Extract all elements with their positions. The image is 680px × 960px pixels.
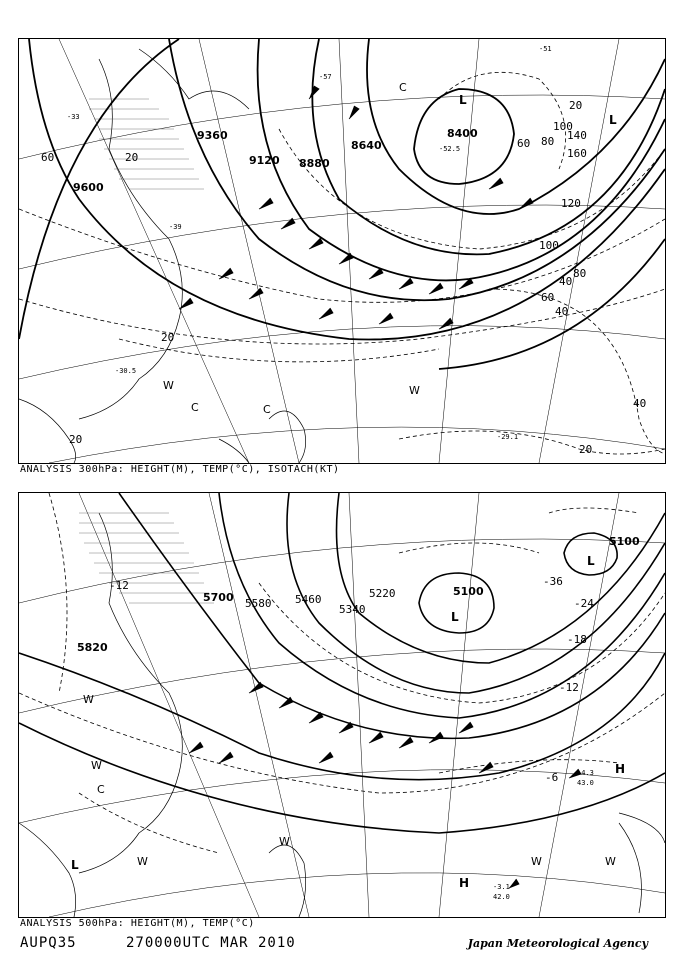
observation-label: -3.1 [493,883,510,891]
isotach-label: 40 [555,305,569,318]
isotach-label: 140 [567,129,587,142]
temperature-label: -30.5 [115,367,137,375]
low-pressure-mark: L [459,93,467,107]
height-label: 9120 [249,154,280,167]
isotach-label: 60 [517,137,531,150]
temperature-label: -52.5 [439,145,461,153]
warm-mark: W [531,855,542,868]
coastlines [19,49,306,463]
temperature-label: -24 [574,597,594,610]
low-pressure-mark: L [587,554,595,568]
temperature-label: -18 [567,633,587,646]
height-label: 5100 [609,535,640,548]
cold-mark: C [399,81,407,94]
isotach-label: 100 [553,120,573,133]
isotach-label: 20 [161,331,175,344]
temperature-label: -36 [543,575,563,588]
temperature-label: -39 [169,223,182,231]
observation-label: 42.0 [493,893,510,901]
isotach-label: 40 [633,397,647,410]
warm-mark: W [83,693,94,706]
coastlines [19,513,665,917]
chart-500hpa-caption: ANALYSIS 500hPa: HEIGHT(M), TEMP(°C) [20,918,255,929]
agency-name: Japan Meteorological Agency [467,937,648,950]
temperature-label: -12 [109,579,129,592]
height-label: 5220 [369,587,396,600]
isotach-label: 80 [541,135,555,148]
height-label: 9600 [73,181,104,194]
isotach-label: 40 [559,275,573,288]
isotach-label: 20 [569,99,583,112]
cold-mark: C [97,783,105,796]
chart-300hpa-caption: ANALYSIS 300hPa: HEIGHT(M), TEMP(°C), ISOTACH(KT) [20,464,340,475]
wind-barbs [189,682,581,888]
isotach-label: 160 [567,147,587,160]
height-label: 5700 [203,591,234,604]
isotach-label: 20 [579,443,593,456]
warm-mark: W [409,384,420,397]
temperature-label: -57 [319,73,332,81]
observation-label: -4.3 [577,769,594,777]
chart-500hpa-panel [18,492,666,918]
height-label: 5340 [339,603,366,616]
low-pressure-mark: L [451,610,459,624]
warm-mark: W [137,855,148,868]
valid-time: 270000UTC MAR 2010 [126,935,296,951]
height-label: 5460 [295,593,322,606]
cold-mark: C [263,403,271,416]
high-pressure-mark: H [459,876,470,890]
cold-mark: C [191,401,199,414]
height-contours [19,493,665,833]
temperature-contours [19,493,665,853]
temperature-label: -29.1 [497,433,519,441]
warm-mark: W [91,759,102,772]
height-label: 5100 [453,585,484,598]
warm-mark: W [279,835,290,848]
height-label: 5820 [77,641,108,654]
low-pressure-mark: L [609,113,617,127]
temperature-label: -33 [67,113,80,121]
high-pressure-mark: H [615,762,626,776]
height-label: 8640 [351,139,382,152]
chart-300hpa-panel [18,38,666,464]
temperature-label: -6 [545,771,559,784]
warm-mark: W [605,855,616,868]
low-pressure-mark: L [71,858,79,872]
chart-500hpa-map [19,493,665,917]
graticule [19,493,665,917]
isotach-label: 20 [69,433,83,446]
height-label: 5580 [245,597,272,610]
hatched-region [79,513,214,603]
chart-300hpa-map [19,39,665,463]
observation-label: 43.0 [577,779,594,787]
height-label: 9360 [197,129,228,142]
height-label: 8400 [447,127,478,140]
isotach-label: 120 [561,197,581,210]
temperature-label: -12 [559,681,579,694]
temperature-label: -51 [539,45,552,53]
warm-mark: W [163,379,174,392]
isotach-label: 60 [541,291,555,304]
height-label: 8880 [299,157,330,170]
isotach-label: 100 [539,239,559,252]
isotach-label: 20 [125,151,139,164]
isotach-label: 60 [41,151,55,164]
product-code: AUPQ35 [20,935,77,951]
isotach-label: 80 [573,267,587,280]
